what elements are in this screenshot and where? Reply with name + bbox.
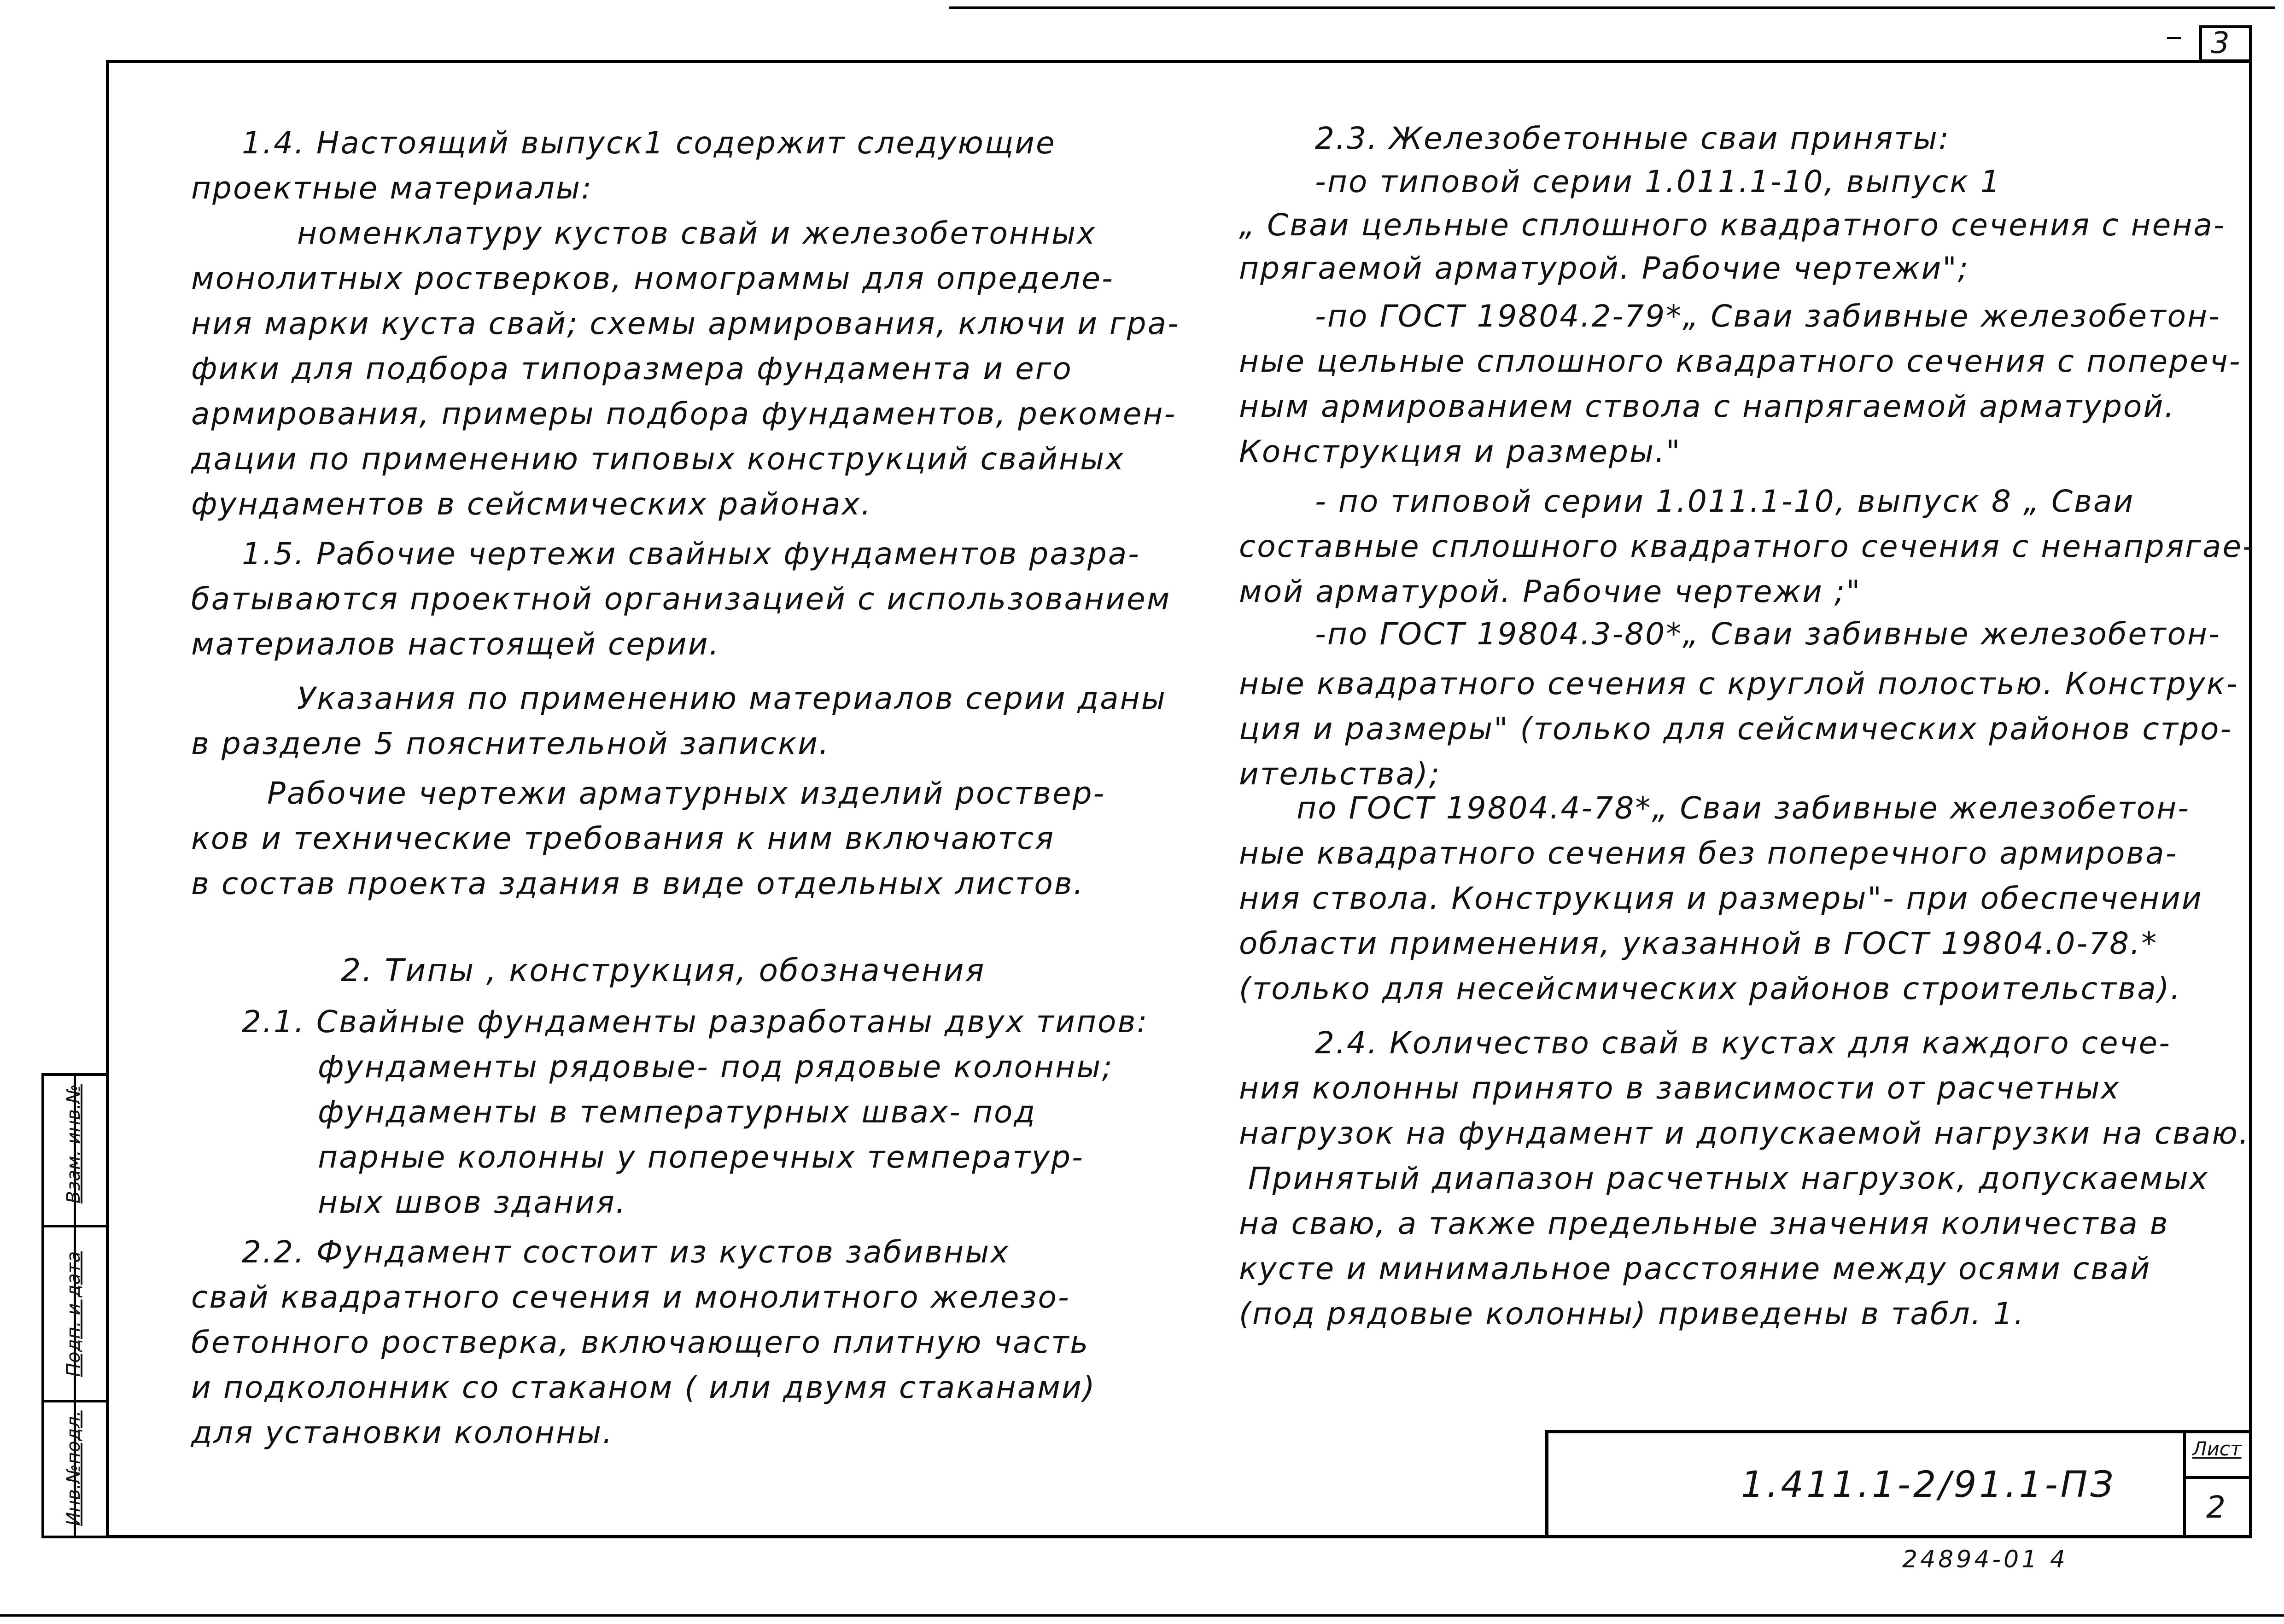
left-line-12: материалов настоящей серии. <box>191 626 720 662</box>
right-line-21: 2.4. Количество свай в кустах для каждого сече- <box>1315 1025 2171 1061</box>
section-2-heading: 2. Типы , конструкция, обозначения <box>341 952 986 989</box>
left-line-27: и подколонник со стаканом ( или двумя стаканами) <box>191 1370 1096 1405</box>
side-label-replace-inv: Взам. инв.№ <box>63 1084 84 1203</box>
left-line-5: ния марки куста свай; схемы армирования, ключи и гра- <box>191 306 1180 341</box>
left-line-13: Указания по применению материалов серии даны <box>297 681 1167 716</box>
left-line-3: номенклатуру кустов свай и железобетонных <box>297 216 1097 251</box>
left-line-28: для установки колонны. <box>191 1415 614 1450</box>
left-line-21: фундаменты в температурных швах- под <box>318 1094 1037 1130</box>
right-line-14: ция и размеры" (только для сейсмических районов стро- <box>1239 711 2233 747</box>
title-block-divider-h <box>2183 1476 2252 1479</box>
right-line-11: мой арматурой. Рабочие чертежи ;" <box>1239 574 1862 609</box>
right-line-10: составные сплошного квадратного сечения с ненапрягае- <box>1239 529 2255 564</box>
left-line-11: батываются проектной организацией с использованием <box>191 581 1171 617</box>
side-label-sign-date: Подп. и дата <box>63 1251 84 1377</box>
left-line-15: Рабочие чертежи арматурных изделий роствер- <box>267 776 1106 811</box>
left-line-26: бетонного ростверка, включающего плитную часть <box>191 1325 1090 1360</box>
right-line-8: Конструкция и размеры." <box>1239 434 1682 469</box>
title-block-divider-v <box>2183 1430 2186 1538</box>
designation: 1.411.1-2/91.1-ПЗ <box>1741 1464 2116 1506</box>
left-line-25: свай квадратного сечения и монолитного железо- <box>191 1279 1070 1315</box>
left-line-4: монолитных ростверков, номограммы для определе- <box>191 261 1114 296</box>
right-line-1: 2.3. Железобетонные сваи приняты: <box>1315 121 1951 156</box>
left-line-7: армирования, примеры подбора фундаментов, рекомен- <box>191 396 1177 432</box>
left-line-10: 1.5. Рабочие чертежи свайных фундаментов разра- <box>242 536 1140 572</box>
right-line-12: -по ГОСТ 19804.3-80*„ Сваи забивные железобетон- <box>1315 616 2221 652</box>
side-label-inv-original: Инв.№подл. <box>63 1410 84 1526</box>
right-line-23: нагрузок на фундамент и допускаемой нагрузки на сваю. <box>1239 1116 2250 1151</box>
left-line-22: парные колонны у поперечных температур- <box>318 1139 1084 1175</box>
right-line-3: „ Сваи цельные сплошного квадратного сечения с нена- <box>1239 207 2226 243</box>
left-line-17: в состав проекта здания в виде отдельных листов. <box>191 866 1085 901</box>
left-line-24: 2.2. Фундамент состоит из кустов забивных <box>242 1234 1010 1270</box>
top-mark-dash <box>2167 37 2181 39</box>
right-line-9: - по типовой серии 1.011.1-10, выпуск 8 „ Сваи <box>1315 484 2135 519</box>
left-line-23: ных швов здания. <box>318 1185 627 1220</box>
right-line-27: (под рядовые колонны) приведены в табл. 1. <box>1239 1296 2025 1332</box>
right-line-20: (только для несейсмических районов строительства). <box>1239 971 2182 1006</box>
left-line-14: в разделе 5 пояснительной записки. <box>191 726 830 761</box>
page-number-top: 3 <box>2211 26 2230 60</box>
right-line-7: ным армированием ствола с напрягаемой арматурой. <box>1239 389 2176 424</box>
left-line-6: фики для подбора типоразмера фундамента и его <box>191 351 1073 386</box>
right-line-19: области применения, указанной в ГОСТ 19804.0-78.* <box>1239 926 2158 961</box>
right-line-13: ные квадратного сечения с круглой полостью. Конструк- <box>1239 666 2239 701</box>
right-line-6: ные цельные сплошного квадратного сечения с попереч- <box>1239 344 2242 379</box>
right-line-24: Принятый диапазон расчетных нагрузок, допускаемых <box>1248 1161 2209 1196</box>
sheet-number: 2 <box>2206 1490 2226 1525</box>
left-line-16: ков и технические требования к ним включаются <box>191 821 1055 856</box>
left-line-20: фундаменты рядовые- под рядовые колонны; <box>318 1049 1114 1085</box>
bottom-code: 24894-01 4 <box>1902 1546 2068 1573</box>
right-line-16: по ГОСТ 19804.4-78*„ Сваи забивные железобетон- <box>1297 790 2191 826</box>
right-line-2: -по типовой серии 1.011.1-10, выпуск 1 <box>1315 164 2001 199</box>
left-line-9: фундаментов в сейсмических районах. <box>191 486 872 522</box>
left-line-8: дации по применению типовых конструкций свайных <box>191 441 1125 477</box>
right-line-18: ния ствола. Конструкция и размеры"- при обеспечении <box>1239 881 2203 916</box>
left-line-19: 2.1. Свайные фундаменты разработаны двух типов: <box>242 1004 1149 1040</box>
left-line-2: проектные материалы: <box>191 170 593 206</box>
right-line-15: ительства); <box>1239 756 1441 792</box>
right-line-5: -по ГОСТ 19804.2-79*„ Сваи забивные железобетон- <box>1315 298 2221 334</box>
right-line-25: на сваю, а также предельные значения количества в <box>1239 1206 2169 1241</box>
sheet-label: Лист <box>2192 1437 2242 1460</box>
right-line-22: ния колонны принято в зависимости от расчетных <box>1239 1070 2120 1106</box>
right-line-17: ные квадратного сечения без поперечного армирова- <box>1239 835 2178 871</box>
left-line-1: 1.4. Настоящий выпуск1 содержит следующие <box>242 125 1056 161</box>
right-line-4: прягаемой арматурой. Рабочие чертежи"; <box>1239 251 1970 286</box>
bottom-edge-line <box>0 1614 2284 1617</box>
right-line-26: кусте и минимальное расстояние между осями свай <box>1239 1251 2151 1286</box>
top-edge-line <box>949 6 2275 9</box>
